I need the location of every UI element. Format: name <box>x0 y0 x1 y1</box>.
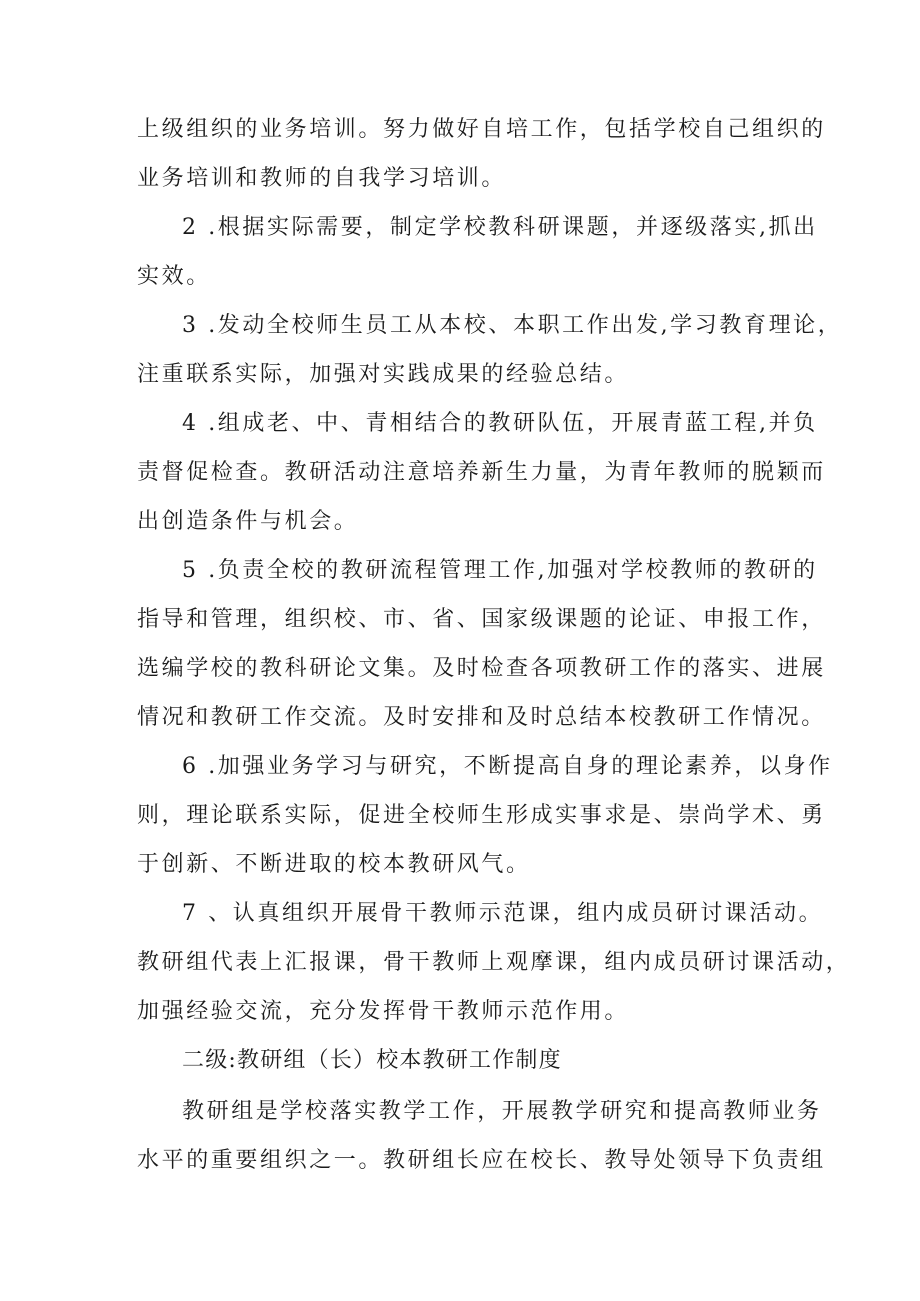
list-item-2: 2 .根据实际需要，制定学校教科研课题，并逐级落实,抓出 <box>182 215 818 240</box>
list-item-3: 3 .发动全校师生员工从本校、本职工作出发,学习教育理论， <box>182 313 843 338</box>
list-item-4: 4 .组成老、中、青相结合的教研队伍，开展青蓝工程,并负 <box>182 411 818 436</box>
section-heading: 二级:教研组（长）校本教研工作制度 <box>182 1048 562 1073</box>
text-line: 水平的重要组织之一。教研组长应在校长、教导处领导下负责组 <box>137 1148 826 1173</box>
text-line: 业务培训和教师的自我学习培训。 <box>137 166 507 191</box>
text-line: 出创造条件与机会。 <box>137 509 359 534</box>
text-line: 于创新、不断进取的校本教研风气。 <box>137 852 531 877</box>
text-line: 教研组代表上汇报课，骨干教师上观摩课，组内成员研讨课活动， <box>137 950 851 975</box>
paragraph-start: 教研组是学校落实教学工作，开展教学研究和提高教师业务 <box>182 1099 822 1124</box>
text-line: 加强经验交流，充分发挥骨干教师示范作用。 <box>137 999 630 1024</box>
list-item-5: 5 .负责全校的教研流程管理工作,加强对学校教师的教研的 <box>182 558 818 583</box>
text-line: 情况和教研工作交流。及时安排和及时总结本校教研工作情况。 <box>137 705 826 730</box>
text-line: 上级组织的业务培训。努力做好自培工作，包括学校自己组织的 <box>137 117 826 142</box>
text-line: 选编学校的教科研论文集。及时检查各项教研工作的落实、进展 <box>137 656 826 681</box>
list-item-7: 7 、认真组织开展骨干教师示范课，组内成员研讨课活动。 <box>182 901 824 926</box>
text-line: 责督促检查。教研活动注意培养新生力量，为青年教师的脱颖而 <box>137 460 826 485</box>
text-line: 实效。 <box>137 264 211 289</box>
text-line: 指导和管理，组织校、市、省、国家级课题的论证、申报工作， <box>137 607 826 632</box>
text-line: 注重联系实际，加强对实践成果的经验总结。 <box>137 362 630 387</box>
list-item-6: 6 .加强业务学习与研究，不断提高自身的理论素养，以身作 <box>182 754 833 779</box>
text-line: 则，理论联系实际，促进全校师生形成实事求是、崇尚学术、勇 <box>137 803 826 828</box>
